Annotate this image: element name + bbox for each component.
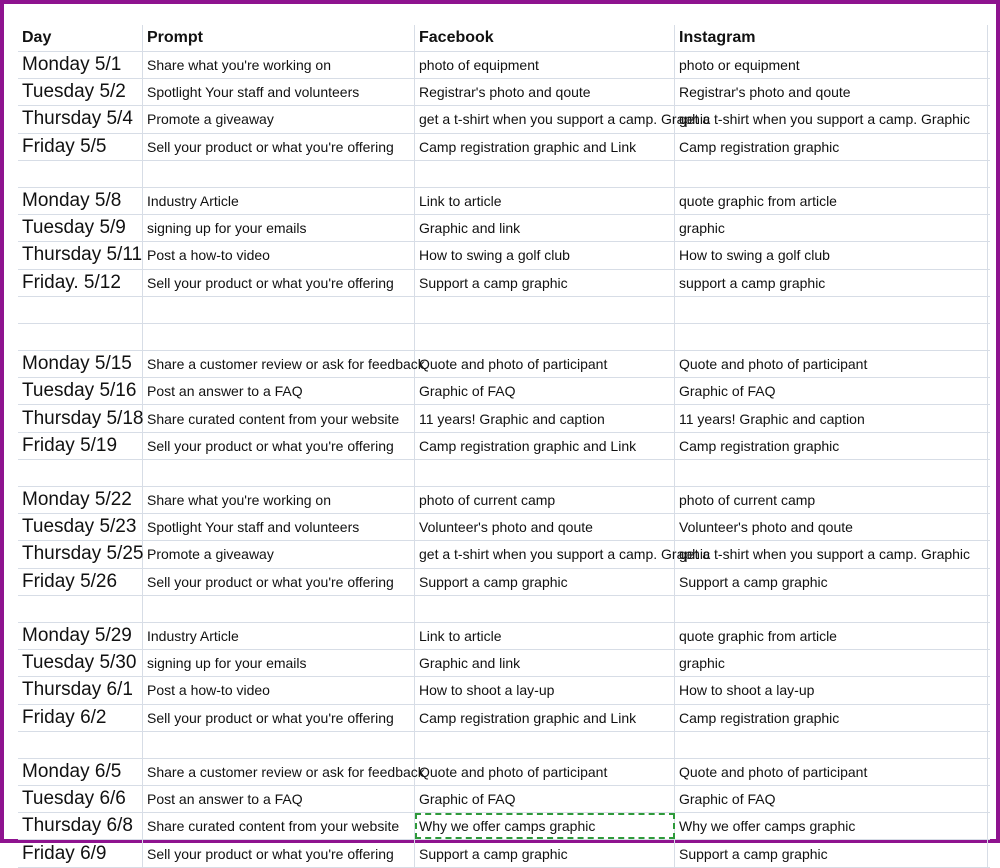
day-cell[interactable]: Tuesday 5/30 xyxy=(18,650,143,676)
day-cell[interactable]: Thursday 5/18 xyxy=(18,405,143,431)
day-cell[interactable] xyxy=(18,324,143,350)
facebook-cell[interactable]: Volunteer's photo and qoute xyxy=(415,514,675,540)
day-cell[interactable]: Friday. 5/12 xyxy=(18,270,143,296)
day-cell[interactable]: Thursday 6/8 xyxy=(18,813,143,839)
table-row xyxy=(18,514,990,541)
day-cell[interactable]: Friday 6/9 xyxy=(18,840,143,866)
table-row xyxy=(18,297,990,324)
facebook-cell[interactable]: Support a camp graphic xyxy=(415,270,675,296)
facebook-cell[interactable]: How to swing a golf club xyxy=(415,242,675,268)
facebook-cell[interactable]: How to shoot a lay-up xyxy=(415,677,675,703)
facebook-cell[interactable]: Graphic of FAQ xyxy=(415,786,675,812)
prompt-cell[interactable] xyxy=(143,297,415,323)
instagram-cell[interactable]: Camp registration graphic xyxy=(675,705,988,731)
prompt-cell[interactable]: Sell your product or what you're offering xyxy=(143,134,415,160)
prompt-cell[interactable] xyxy=(143,324,415,350)
table-row xyxy=(18,487,990,514)
instagram-cell[interactable]: Support a camp graphic xyxy=(675,840,988,866)
instagram-cell[interactable]: photo or equipment xyxy=(675,52,988,78)
selected-cell[interactable]: Why we offer camps graphic xyxy=(415,813,675,839)
day-cell[interactable]: Tuesday 5/2 xyxy=(18,79,143,105)
instagram-cell[interactable]: Graphic of FAQ xyxy=(675,786,988,812)
table-row xyxy=(18,242,990,269)
table-row xyxy=(18,840,990,867)
table-row xyxy=(18,541,990,568)
day-cell[interactable]: Friday 5/19 xyxy=(18,433,143,459)
instagram-cell[interactable] xyxy=(675,596,988,622)
table-row xyxy=(18,759,990,786)
instagram-cell[interactable]: Quote and photo of participant xyxy=(675,351,988,377)
facebook-cell[interactable]: Graphic and link xyxy=(415,650,675,676)
instagram-cell[interactable]: Quote and photo of participant xyxy=(675,759,988,785)
table-row xyxy=(18,650,990,677)
prompt-cell[interactable] xyxy=(143,460,415,486)
instagram-cell[interactable]: get a t-shirt when you support a camp. Graphic xyxy=(675,106,988,132)
table-row xyxy=(18,324,990,351)
table-row xyxy=(18,378,990,405)
instagram-cell[interactable] xyxy=(675,324,988,350)
facebook-cell[interactable]: Camp registration graphic and Link xyxy=(415,433,675,459)
facebook-cell[interactable]: Support a camp graphic xyxy=(415,840,675,866)
prompt-cell[interactable]: Share curated content from your website xyxy=(143,405,415,431)
instagram-cell[interactable]: How to swing a golf club xyxy=(675,242,988,268)
table-row xyxy=(18,79,990,106)
table-row xyxy=(18,405,990,432)
day-cell[interactable]: Monday 5/15 xyxy=(18,351,143,377)
facebook-cell[interactable] xyxy=(415,324,675,350)
instagram-cell[interactable]: graphic xyxy=(675,650,988,676)
facebook-cell[interactable] xyxy=(415,596,675,622)
instagram-cell[interactable]: quote graphic from article xyxy=(675,188,988,214)
table-row xyxy=(18,596,990,623)
facebook-cell[interactable]: Camp registration graphic and Link xyxy=(415,134,675,160)
instagram-cell[interactable]: photo of current camp xyxy=(675,487,988,513)
day-cell[interactable]: Monday 5/1 xyxy=(18,52,143,78)
facebook-cell[interactable]: get a t-shirt when you support a camp. Graphic xyxy=(415,541,675,567)
prompt-cell[interactable] xyxy=(143,161,415,187)
table-row xyxy=(18,460,990,487)
prompt-cell[interactable]: Post an answer to a FAQ xyxy=(143,378,415,404)
prompt-cell[interactable]: Post an answer to a FAQ xyxy=(143,786,415,812)
instagram-cell[interactable]: support a camp graphic xyxy=(675,270,988,296)
prompt-cell[interactable]: Promote a giveaway xyxy=(143,541,415,567)
instagram-cell[interactable] xyxy=(675,297,988,323)
day-cell[interactable]: Friday 5/26 xyxy=(18,569,143,595)
table-row xyxy=(18,623,990,650)
facebook-cell[interactable] xyxy=(415,460,675,486)
prompt-cell[interactable]: Spotlight Your staff and volunteers xyxy=(143,79,415,105)
facebook-cell[interactable]: Camp registration graphic and Link xyxy=(415,705,675,731)
table-row xyxy=(18,677,990,704)
table-row xyxy=(18,569,990,596)
prompt-cell[interactable]: signing up for your emails xyxy=(143,215,415,241)
day-cell[interactable] xyxy=(18,732,143,758)
day-cell[interactable]: Thursday 6/1 xyxy=(18,677,143,703)
facebook-cell[interactable]: get a t-shirt when you support a camp. Graphic xyxy=(415,106,675,132)
instagram-cell[interactable]: Registrar's photo and qoute xyxy=(675,79,988,105)
day-cell[interactable]: Thursday 5/4 xyxy=(18,106,143,132)
prompt-cell[interactable]: Industry Article xyxy=(143,188,415,214)
facebook-cell[interactable]: Graphic of FAQ xyxy=(415,378,675,404)
day-cell[interactable]: Tuesday 6/6 xyxy=(18,786,143,812)
table-row xyxy=(18,732,990,759)
prompt-cell[interactable]: Post a how-to video xyxy=(143,242,415,268)
day-cell[interactable] xyxy=(18,596,143,622)
instagram-cell[interactable]: Why we offer camps graphic xyxy=(675,813,988,839)
facebook-cell[interactable]: Link to article xyxy=(415,623,675,649)
instagram-cell[interactable] xyxy=(675,460,988,486)
prompt-cell[interactable]: Industry Article xyxy=(143,623,415,649)
instagram-cell[interactable]: Volunteer's photo and qoute xyxy=(675,514,988,540)
facebook-cell[interactable]: photo of current camp xyxy=(415,487,675,513)
day-cell[interactable]: Thursday 5/11 xyxy=(18,242,143,268)
facebook-cell[interactable] xyxy=(415,161,675,187)
table-row xyxy=(18,215,990,242)
instagram-cell[interactable]: get a t-shirt when you support a camp. Graphic xyxy=(675,541,988,567)
day-cell[interactable]: Friday 5/5 xyxy=(18,134,143,160)
day-cell[interactable]: Thursday 5/25 xyxy=(18,541,143,567)
table-row xyxy=(18,351,990,378)
prompt-cell[interactable]: Sell your product or what you're offering xyxy=(143,433,415,459)
instagram-cell[interactable] xyxy=(675,732,988,758)
table-row xyxy=(18,52,990,79)
day-cell[interactable] xyxy=(18,297,143,323)
column-header-facebook[interactable]: Facebook xyxy=(415,25,675,51)
table-body xyxy=(18,52,990,868)
prompt-cell[interactable]: Share what you're working on xyxy=(143,487,415,513)
prompt-cell[interactable]: Share what you're working on xyxy=(143,52,415,78)
instagram-cell[interactable] xyxy=(675,161,988,187)
prompt-cell[interactable]: Sell your product or what you're offering xyxy=(143,840,415,866)
table-row xyxy=(18,786,990,813)
prompt-cell[interactable]: Share a customer review or ask for feedback xyxy=(143,759,415,785)
facebook-cell[interactable]: Link to article xyxy=(415,188,675,214)
day-cell[interactable]: Monday 5/22 xyxy=(18,487,143,513)
day-cell[interactable]: Monday 6/5 xyxy=(18,759,143,785)
day-cell[interactable]: Monday 5/29 xyxy=(18,623,143,649)
instagram-cell[interactable]: 11 years! Graphic and caption xyxy=(675,405,988,431)
day-cell[interactable]: Monday 5/8 xyxy=(18,188,143,214)
spreadsheet-grid xyxy=(18,25,990,868)
day-cell[interactable]: Tuesday 5/9 xyxy=(18,215,143,241)
facebook-cell[interactable]: Support a camp graphic xyxy=(415,569,675,595)
facebook-cell[interactable]: photo of equipment xyxy=(415,52,675,78)
table-row xyxy=(18,106,990,133)
table-row xyxy=(18,188,990,215)
instagram-cell[interactable]: graphic xyxy=(675,215,988,241)
instagram-cell[interactable]: Camp registration graphic xyxy=(675,134,988,160)
prompt-cell[interactable]: Promote a giveaway xyxy=(143,106,415,132)
table-row xyxy=(18,813,990,840)
facebook-cell[interactable] xyxy=(415,297,675,323)
table-row xyxy=(18,161,990,188)
table-row xyxy=(18,134,990,161)
column-header-day[interactable]: Day xyxy=(18,25,143,51)
day-cell[interactable]: Tuesday 5/23 xyxy=(18,514,143,540)
day-cell[interactable] xyxy=(18,460,143,486)
header-row xyxy=(18,25,990,52)
prompt-cell[interactable]: Post a how-to video xyxy=(143,677,415,703)
prompt-cell[interactable]: Spotlight Your staff and volunteers xyxy=(143,514,415,540)
column-header-prompt[interactable]: Prompt xyxy=(143,25,415,51)
day-cell[interactable]: Friday 6/2 xyxy=(18,705,143,731)
facebook-cell[interactable]: Graphic and link xyxy=(415,215,675,241)
table-row xyxy=(18,270,990,297)
facebook-cell[interactable]: Registrar's photo and qoute xyxy=(415,79,675,105)
prompt-cell[interactable]: Share a customer review or ask for feedback xyxy=(143,351,415,377)
table-row xyxy=(18,433,990,460)
instagram-cell[interactable]: Camp registration graphic xyxy=(675,433,988,459)
prompt-cell[interactable] xyxy=(143,596,415,622)
prompt-cell[interactable]: Sell your product or what you're offering xyxy=(143,569,415,595)
facebook-cell[interactable]: Quote and photo of participant xyxy=(415,759,675,785)
instagram-cell[interactable]: quote graphic from article xyxy=(675,623,988,649)
prompt-cell[interactable]: Share curated content from your website xyxy=(143,813,415,839)
facebook-cell[interactable]: Quote and photo of participant xyxy=(415,351,675,377)
prompt-cell[interactable]: signing up for your emails xyxy=(143,650,415,676)
facebook-cell[interactable] xyxy=(415,732,675,758)
prompt-cell[interactable]: Sell your product or what you're offering xyxy=(143,705,415,731)
table-row xyxy=(18,705,990,732)
day-cell[interactable] xyxy=(18,161,143,187)
day-cell[interactable]: Tuesday 5/16 xyxy=(18,378,143,404)
instagram-cell[interactable]: Graphic of FAQ xyxy=(675,378,988,404)
instagram-cell[interactable]: How to shoot a lay-up xyxy=(675,677,988,703)
facebook-cell[interactable]: 11 years! Graphic and caption xyxy=(415,405,675,431)
column-header-instagram[interactable]: Instagram xyxy=(675,25,988,51)
instagram-cell[interactable]: Support a camp graphic xyxy=(675,569,988,595)
prompt-cell[interactable] xyxy=(143,732,415,758)
prompt-cell[interactable]: Sell your product or what you're offering xyxy=(143,270,415,296)
